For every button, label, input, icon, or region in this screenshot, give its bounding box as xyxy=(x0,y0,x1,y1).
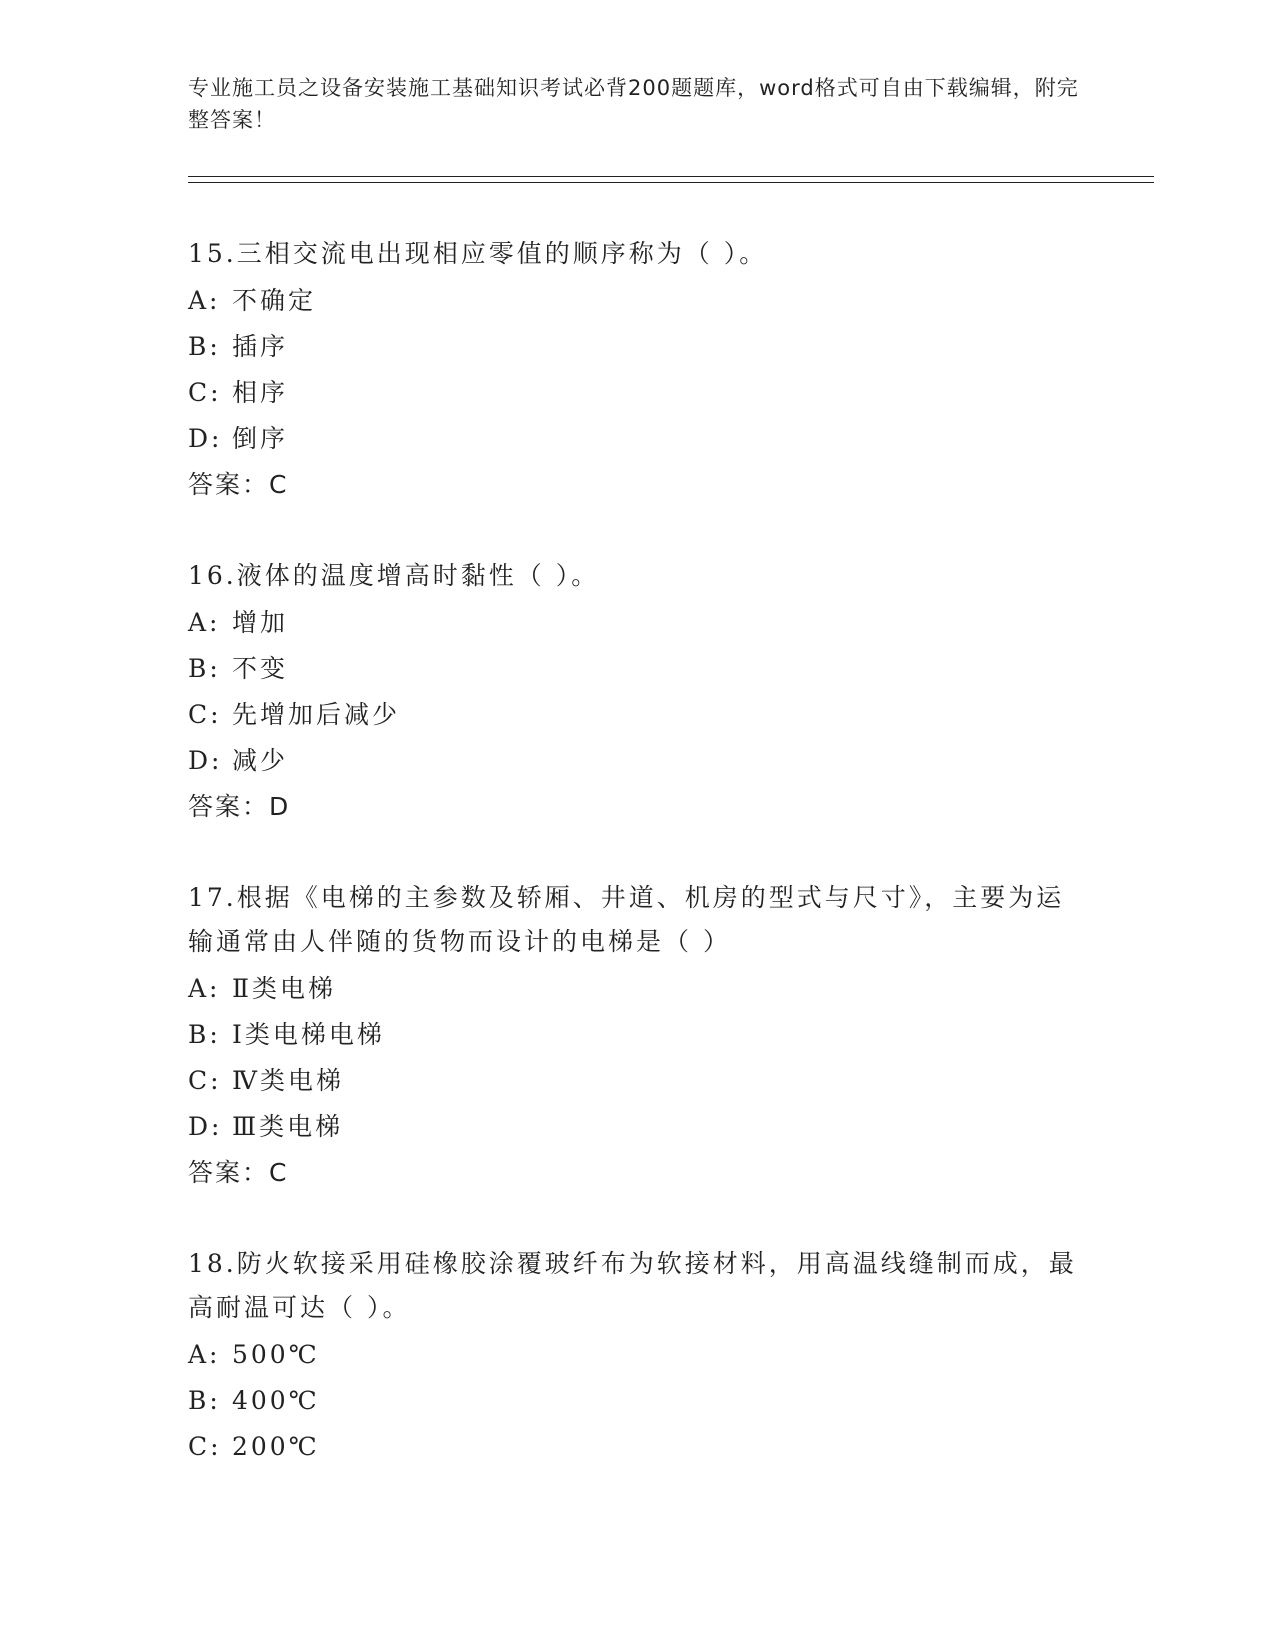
option-key: B: xyxy=(188,1386,221,1415)
option-text: 相序 xyxy=(232,378,289,407)
option-d xyxy=(188,416,1088,462)
question-15 xyxy=(188,232,1088,508)
option-key: C: xyxy=(188,378,222,407)
option-b xyxy=(188,1012,1088,1058)
answer-line: 答案：C xyxy=(188,1158,289,1187)
option-key: D: xyxy=(188,1112,223,1141)
option-key: C: xyxy=(188,1066,222,1095)
option-text: 不变 xyxy=(232,654,289,683)
option-text: 不确定 xyxy=(232,286,317,315)
option-key: A: xyxy=(188,1340,221,1369)
question-stem: 15.三相交流电出现相应零值的顺序称为（ ）。 xyxy=(188,239,768,268)
question-stem: 16.液体的温度增高时黏性（ ）。 xyxy=(188,561,600,590)
option-text: 200℃ xyxy=(232,1432,320,1461)
question-18 xyxy=(188,1242,1088,1470)
option-c xyxy=(188,1424,1088,1470)
document-header xyxy=(188,72,1088,136)
option-b xyxy=(188,1378,1088,1424)
option-text: Ⅲ类电梯 xyxy=(232,1112,344,1141)
option-a xyxy=(188,966,1088,1012)
option-b xyxy=(188,646,1088,692)
document-title: 专业施工员之设备安装施工基础知识考试必背200题题库，word格式可自由下载编辑，附完整答案！ xyxy=(188,76,1079,132)
option-text: 500℃ xyxy=(232,1340,320,1369)
option-text: 增加 xyxy=(232,608,289,637)
option-a xyxy=(188,278,1088,324)
option-text: Ⅳ类电梯 xyxy=(232,1066,344,1095)
option-key: A: xyxy=(188,974,221,1003)
option-text: 插序 xyxy=(232,332,289,361)
header-divider xyxy=(188,176,1154,183)
option-key: D: xyxy=(188,424,223,453)
answer-line: 答案：D xyxy=(188,792,291,821)
question-stem: 17.根据《电梯的主参数及轿厢、井道、机房的型式与尺寸》，主要为运输通常由人伴随的货物而设计的电梯是（ ） xyxy=(188,883,1065,956)
option-a xyxy=(188,600,1088,646)
question-17 xyxy=(188,876,1088,1196)
option-text: 400℃ xyxy=(232,1386,320,1415)
option-key: D: xyxy=(188,746,223,775)
option-text: 倒序 xyxy=(232,424,289,453)
option-key: C: xyxy=(188,700,222,729)
option-a xyxy=(188,1332,1088,1378)
option-text: 先增加后减少 xyxy=(232,700,401,729)
option-c xyxy=(188,1058,1088,1104)
answer-line: 答案：C xyxy=(188,470,289,499)
option-d xyxy=(188,1104,1088,1150)
option-text: 减少 xyxy=(232,746,289,775)
option-text: Ⅱ类电梯 xyxy=(232,974,336,1003)
option-key: B: xyxy=(188,654,221,683)
option-key: A: xyxy=(188,608,221,637)
option-key: B: xyxy=(188,332,221,361)
option-key: C: xyxy=(188,1432,222,1461)
question-16 xyxy=(188,554,1088,830)
option-key: A: xyxy=(188,286,221,315)
option-text: Ⅰ类电梯电梯 xyxy=(232,1020,385,1049)
option-c xyxy=(188,370,1088,416)
option-key: B: xyxy=(188,1020,221,1049)
option-d xyxy=(188,738,1088,784)
question-stem: 18.防火软接采用硅橡胶涂覆玻纤布为软接材料，用高温线缝制而成，最高耐温可达（ ）。 xyxy=(188,1249,1077,1322)
option-b xyxy=(188,324,1088,370)
option-c xyxy=(188,692,1088,738)
question-list xyxy=(188,232,1088,1516)
